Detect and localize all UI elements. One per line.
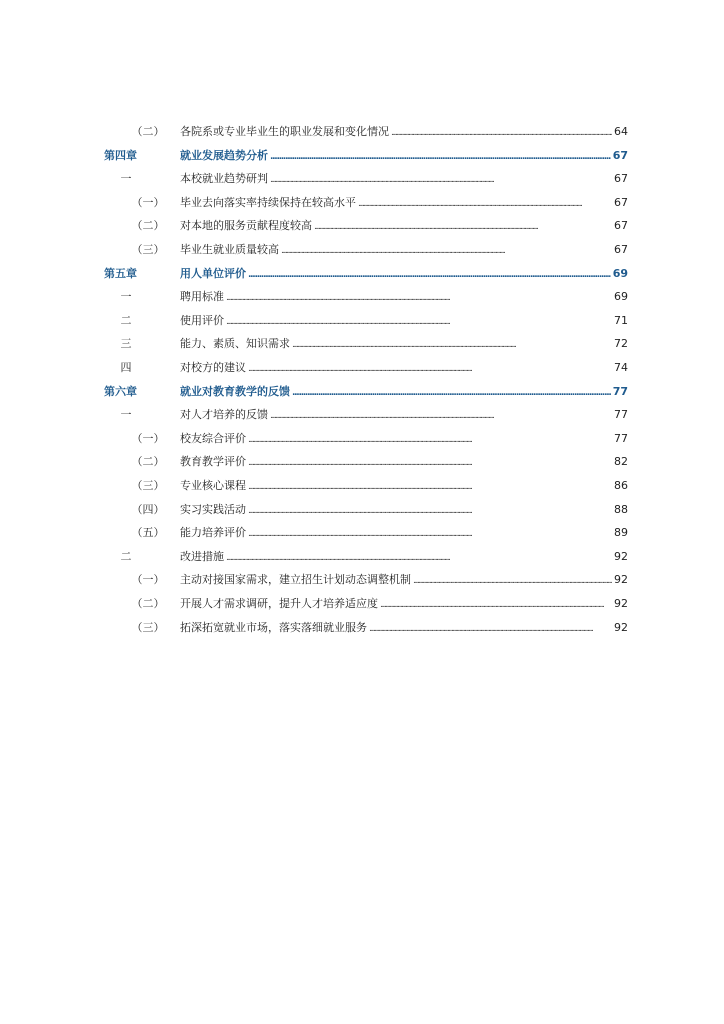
toc-number: 第四章	[104, 148, 137, 162]
toc-page-number: 77	[612, 384, 628, 398]
toc-subsection-row[interactable]	[0, 595, 724, 613]
toc-title: 对校方的建议	[180, 361, 246, 374]
toc-chapter-row[interactable]	[0, 265, 724, 283]
toc-number: （四）	[131, 502, 165, 516]
toc-leader-dots	[248, 501, 612, 520]
toc-title: 毕业生就业质量较高	[180, 243, 279, 256]
toc-subsection-row[interactable]	[0, 430, 724, 448]
toc-entry-line	[180, 265, 628, 283]
toc-subsection-row[interactable]	[0, 501, 724, 519]
toc-leader-dots	[270, 147, 611, 166]
toc-entry-line	[180, 501, 628, 519]
toc-number: 一	[120, 408, 132, 422]
toc-leader-dots	[248, 430, 612, 449]
toc-number: 一	[120, 290, 132, 304]
toc-number: （二）	[131, 455, 165, 469]
toc-section-row[interactable]	[0, 406, 724, 424]
toc-subsection-row[interactable]	[0, 524, 724, 542]
toc-number: 第五章	[104, 266, 137, 280]
toc-number: （二）	[131, 219, 165, 233]
toc-number: 二	[120, 549, 132, 563]
toc-number: （五）	[131, 526, 165, 540]
toc-page-number: 92	[614, 549, 628, 563]
toc-entry-line	[180, 359, 628, 377]
toc-section-row[interactable]	[0, 548, 724, 566]
toc-number: 二	[120, 313, 132, 327]
toc-title: 就业发展趋势分析	[180, 148, 268, 162]
toc-number: （一）	[131, 431, 165, 445]
toc-section-row[interactable]	[0, 359, 724, 377]
toc-number: （三）	[131, 479, 165, 492]
toc-leader-dots	[292, 335, 612, 354]
toc-number: （一）	[131, 195, 165, 209]
toc-leader-dots	[226, 312, 612, 331]
toc-leader-dots	[413, 571, 612, 590]
toc-page-number: 67	[614, 243, 628, 256]
toc-subsection-row[interactable]	[0, 453, 724, 471]
toc-section-row[interactable]	[0, 170, 724, 188]
toc-title: 实习实践活动	[180, 502, 246, 516]
toc-entry-line	[180, 524, 628, 542]
toc-number: 三	[120, 337, 132, 351]
toc-subsection-row[interactable]	[0, 477, 724, 495]
toc-leader-dots	[248, 359, 612, 378]
toc-entry-line	[180, 217, 628, 235]
toc-entry-line	[180, 406, 628, 424]
toc-page-number: 92	[614, 620, 628, 634]
toc-page-number: 67	[614, 195, 628, 209]
toc-leader-dots	[358, 194, 612, 213]
toc-entry-line	[180, 477, 628, 495]
toc-section-row[interactable]	[0, 335, 724, 353]
toc-leader-dots	[314, 217, 612, 236]
toc-title: 教育教学评价	[180, 455, 246, 469]
toc-number: 四	[120, 361, 132, 374]
toc-title: 用人单位评价	[180, 266, 246, 280]
toc-subsection-row[interactable]	[0, 194, 724, 212]
toc-entry-line	[180, 170, 628, 188]
toc-page-number: 69	[612, 266, 628, 280]
toc-number: （二）	[131, 125, 165, 138]
toc-entry-line	[180, 194, 628, 212]
toc-leader-dots	[369, 619, 612, 638]
toc-page-number: 71	[614, 313, 628, 327]
toc-title: 改进措施	[180, 549, 224, 563]
toc-title: 对人才培养的反馈	[180, 408, 268, 422]
toc-chapter-row[interactable]	[0, 147, 724, 165]
toc-title: 对本地的服务贡献程度较高	[180, 219, 312, 233]
toc-chapter-row[interactable]	[0, 383, 724, 401]
toc-leader-dots	[292, 383, 611, 402]
toc-entry-line	[180, 595, 628, 613]
toc-page-number: 74	[614, 361, 628, 374]
toc-title: 能力、素质、知识需求	[180, 337, 290, 351]
toc-leader-dots	[248, 265, 611, 284]
toc-title: 拓深拓宽就业市场，落实落细就业服务	[180, 620, 367, 634]
toc-entry-line	[180, 548, 628, 566]
toc-page-number: 69	[614, 290, 628, 304]
toc-entry-line	[180, 430, 628, 448]
toc-subsection-row[interactable]	[0, 619, 724, 637]
toc-leader-dots	[391, 123, 612, 142]
toc-entry-line	[180, 383, 628, 401]
toc-page-number: 92	[614, 597, 628, 610]
toc-title: 使用评价	[180, 313, 224, 327]
toc-number: 第六章	[104, 384, 137, 398]
toc-number: （一）	[131, 573, 165, 587]
toc-leader-dots	[248, 524, 612, 543]
toc-page-number: 67	[612, 148, 628, 162]
toc-leader-dots	[281, 241, 612, 260]
toc-leader-dots	[380, 595, 612, 614]
toc-page-number: 72	[614, 337, 628, 351]
toc-title: 本校就业趋势研判	[180, 172, 268, 186]
toc-leader-dots	[248, 453, 612, 472]
toc-leader-dots	[226, 288, 612, 307]
toc-page-number: 67	[614, 172, 628, 186]
toc-leader-dots	[270, 406, 612, 425]
toc-subsection-row[interactable]	[0, 123, 724, 141]
toc-page-number: 89	[614, 526, 628, 540]
toc-title: 聘用标准	[180, 290, 224, 304]
toc-entry-line	[180, 147, 628, 165]
toc-title: 就业对教育教学的反馈	[180, 384, 290, 398]
toc-entry-line	[180, 241, 628, 259]
toc-page-number: 64	[614, 125, 628, 138]
toc-title: 专业核心课程	[180, 479, 246, 492]
toc-title: 主动对接国家需求，建立招生计划动态调整机制	[180, 573, 411, 587]
toc-subsection-row[interactable]	[0, 571, 724, 589]
toc-page-number: 92	[614, 573, 628, 587]
toc-section-row[interactable]	[0, 312, 724, 330]
toc-leader-dots	[226, 548, 612, 567]
toc-entry-line	[180, 335, 628, 353]
toc-number: （二）	[131, 597, 165, 610]
toc-page-number: 67	[614, 219, 628, 233]
toc-subsection-row[interactable]	[0, 241, 724, 259]
toc-title: 毕业去向落实率持续保持在较高水平	[180, 195, 356, 209]
toc-number: （三）	[131, 620, 165, 634]
toc-entry-line	[180, 619, 628, 637]
toc-number: 一	[120, 172, 132, 186]
toc-page-number: 88	[614, 502, 628, 516]
toc-page-number: 86	[614, 479, 628, 492]
toc-leader-dots	[248, 477, 612, 496]
toc-leader-dots	[270, 170, 612, 189]
toc-section-row[interactable]	[0, 288, 724, 306]
toc-page-number: 77	[614, 431, 628, 445]
toc-entry-line	[180, 453, 628, 471]
toc-page-number: 77	[614, 408, 628, 422]
toc-page-number: 82	[614, 455, 628, 469]
toc-number: （三）	[131, 243, 165, 256]
toc-title: 能力培养评价	[180, 526, 246, 540]
toc-entry-line	[180, 312, 628, 330]
toc-subsection-row[interactable]	[0, 217, 724, 235]
toc-title: 校友综合评价	[180, 431, 246, 445]
toc-entry-line	[180, 288, 628, 306]
toc-entry-line	[180, 571, 628, 589]
toc-entry-line	[180, 123, 628, 141]
toc-title: 开展人才需求调研，提升人才培养适应度	[180, 597, 378, 610]
toc-title: 各院系或专业毕业生的职业发展和变化情况	[180, 125, 389, 138]
